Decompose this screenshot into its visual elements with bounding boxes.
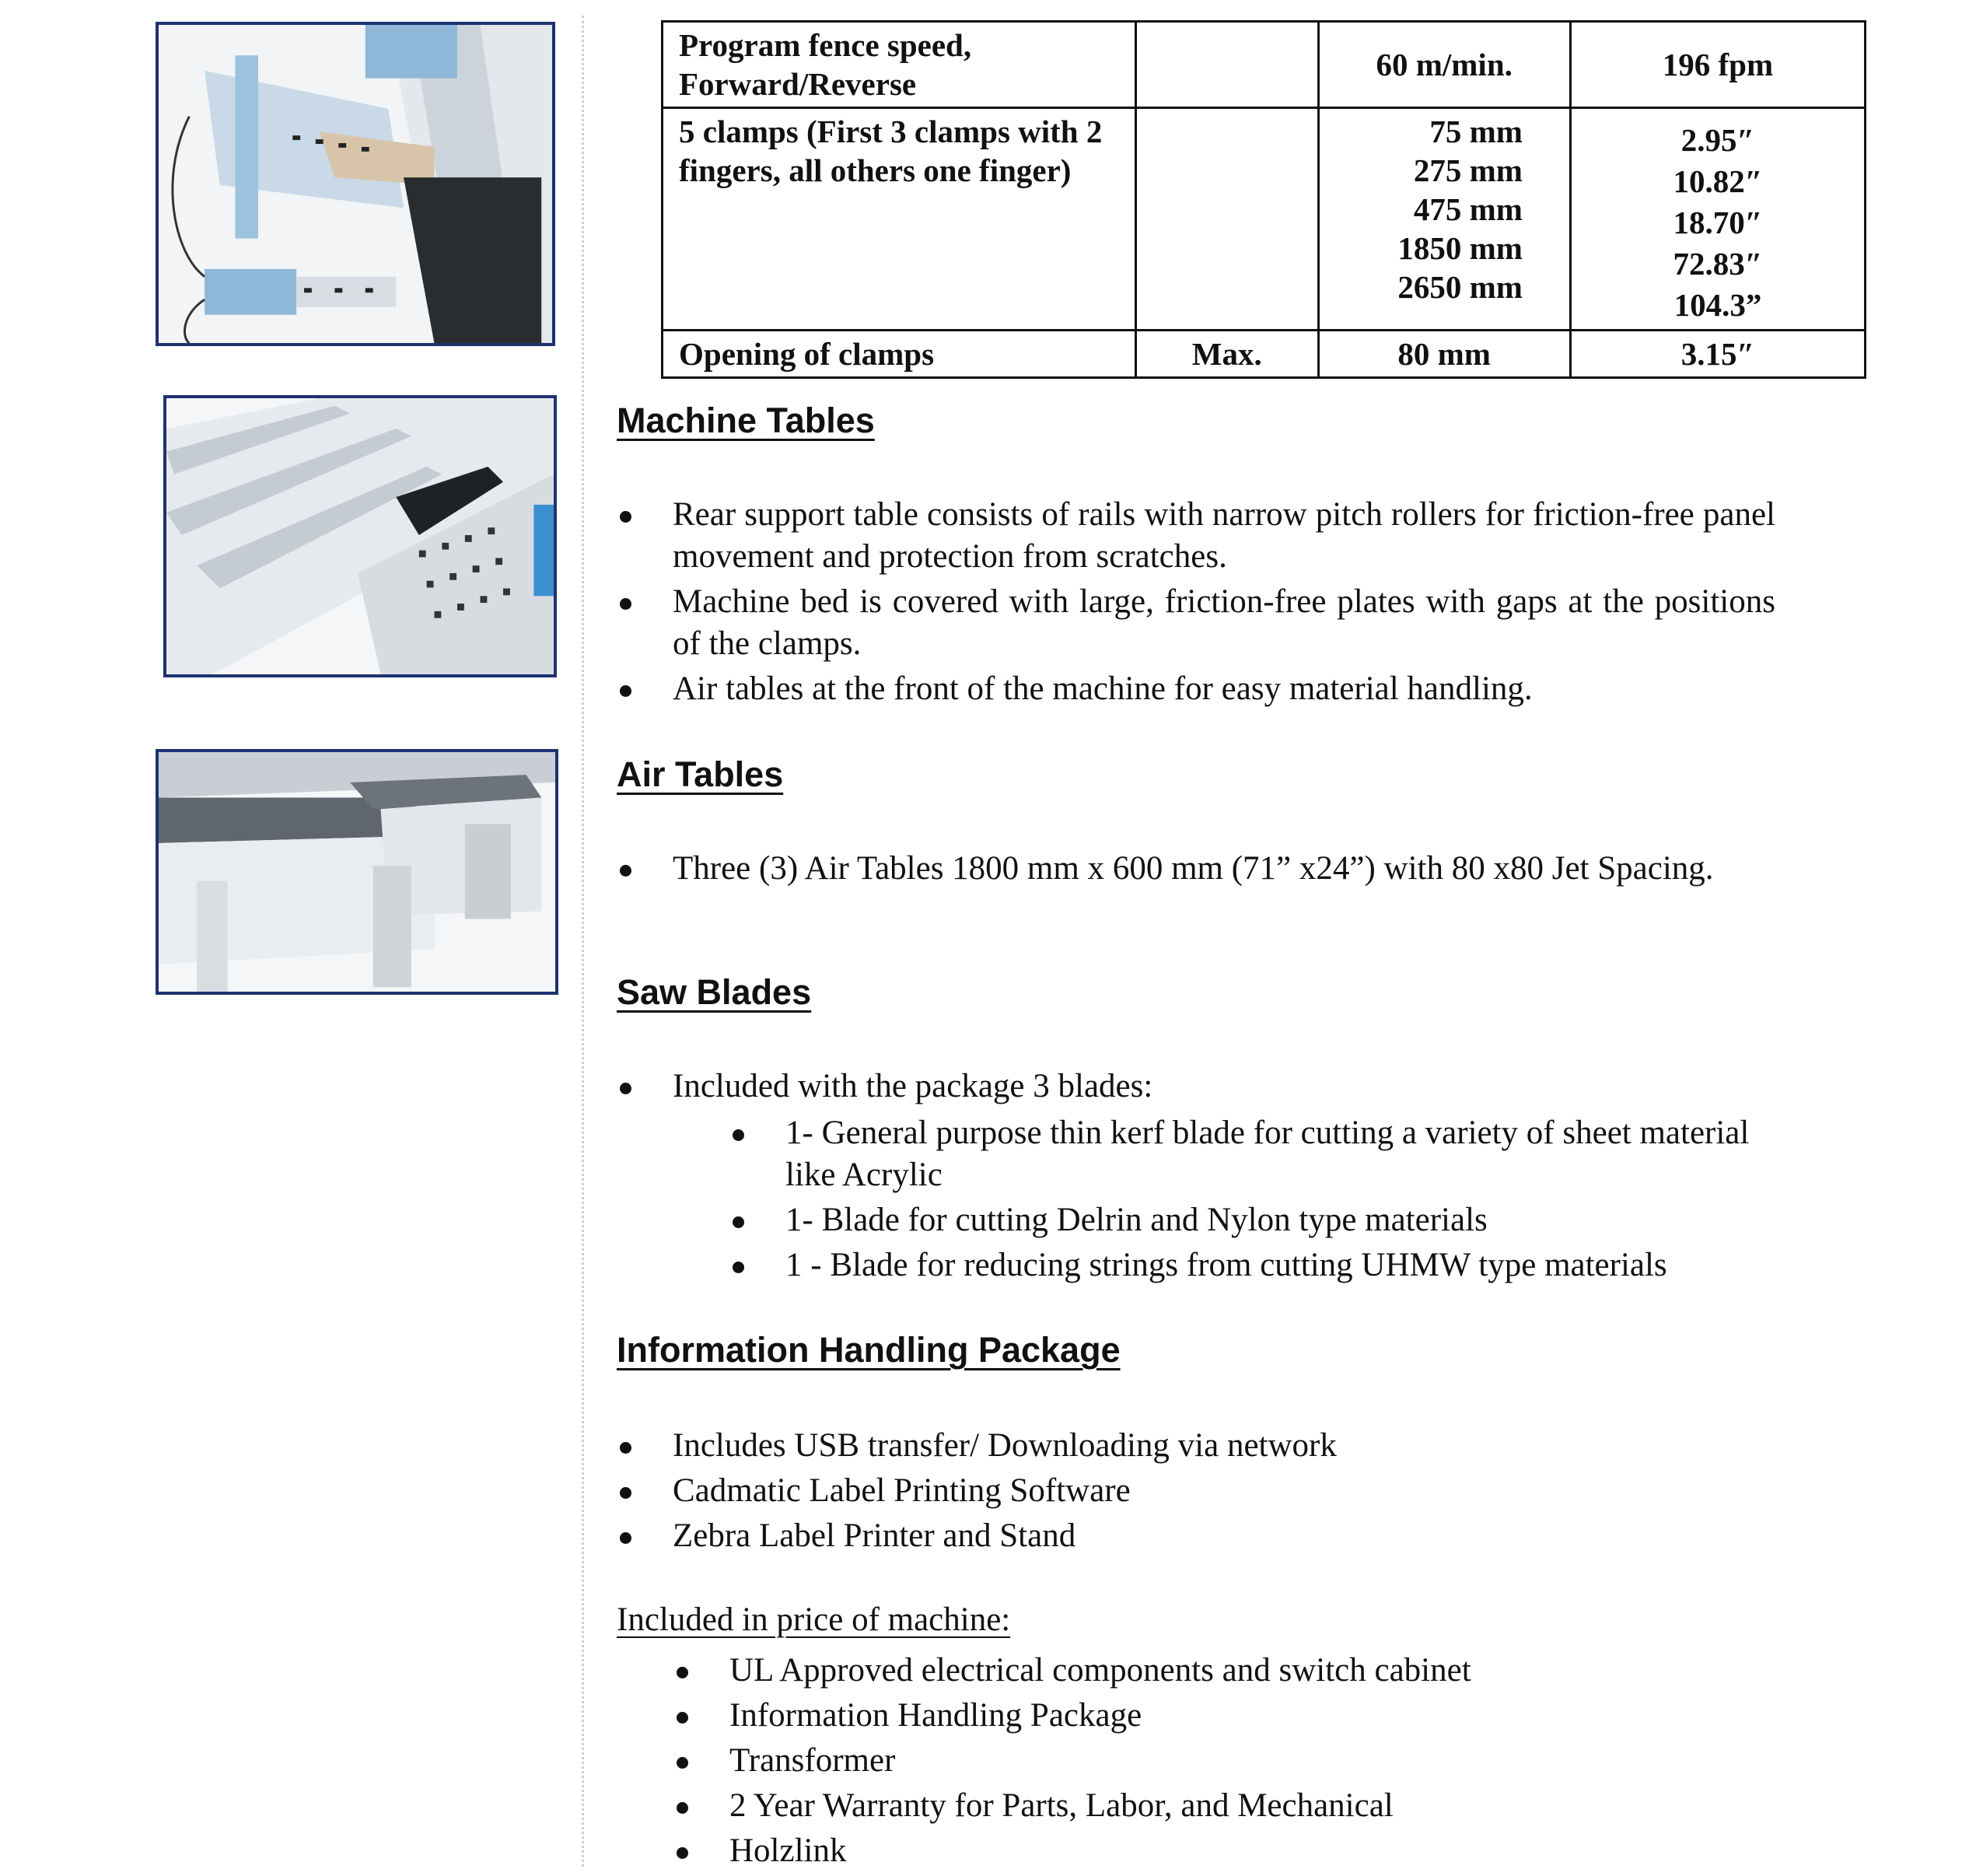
spec-metric: 275 mm [1413, 152, 1523, 188]
spec-imperial-list [1570, 108, 1865, 331]
column-divider [582, 16, 584, 1867]
machine-tables-list [617, 494, 1775, 713]
list-item: Machine bed is covered with large, friction-free plates with gaps at the positions of the clamps. [617, 581, 1775, 665]
table-row [663, 22, 1866, 108]
spec-metric: 80 mm [1318, 331, 1570, 378]
info-handling-list [617, 1425, 1783, 1560]
list-item: Air tables at the front of the machine for easy material handling. [617, 668, 1775, 710]
spec-imperial: 18.70″ [1673, 205, 1763, 240]
air-tables-photo [156, 749, 558, 995]
saw-blades-sublist [729, 1112, 1787, 1290]
list-item: Holzlink [673, 1830, 1840, 1872]
machine-tables-heading: Machine Tables [617, 401, 875, 440]
saw-blades-list [617, 1066, 1783, 1111]
spec-table [661, 20, 1866, 379]
saw-blades-heading: Saw Blades [617, 972, 812, 1012]
spec-imperial: 3.15″ [1570, 331, 1865, 378]
table-row [663, 331, 1866, 378]
list-item: 1 - Blade for reducing strings from cutting UHMW type materials [729, 1244, 1787, 1286]
list-item: 2 Year Warranty for Parts, Labor, and Mechanical [673, 1785, 1840, 1827]
spec-metric: 60 m/min. [1318, 22, 1570, 108]
spec-metric: 475 mm [1413, 191, 1523, 227]
table-row [663, 108, 1866, 331]
list-item: Zebra Label Printer and Stand [617, 1515, 1783, 1557]
list-item: Three (3) Air Tables 1800 mm x 600 mm (71” x24”) with 80 x80 Jet Spacing. [617, 848, 1744, 890]
list-item: 1- General purpose thin kerf blade for cutting a variety of sheet material like Acrylic [729, 1112, 1787, 1196]
spec-metric-list [1318, 108, 1570, 331]
spec-imperial: 104.3” [1673, 287, 1762, 323]
spec-metric: 1850 mm [1397, 230, 1523, 266]
spec-label: Opening of clamps [663, 331, 1136, 378]
air-tables-list [617, 848, 1744, 893]
spec-qualifier: Max. [1135, 331, 1318, 378]
spec-metric: 2650 mm [1397, 269, 1523, 305]
spec-qualifier [1135, 108, 1318, 331]
list-item: Cadmatic Label Printing Software [617, 1470, 1783, 1512]
spec-imperial: 10.82″ [1673, 163, 1763, 199]
spec-label: Program fence speed, Forward/Reverse [663, 22, 1136, 108]
spec-metric: 75 mm [1429, 114, 1523, 149]
spec-imperial: 196 fpm [1570, 22, 1865, 108]
list-item: 1- Blade for cutting Delrin and Nylon type materials [729, 1199, 1787, 1241]
air-tables-heading: Air Tables [617, 754, 784, 794]
spec-label: 5 clamps (First 3 clamps with 2 fingers, all others one finger) [663, 108, 1136, 331]
spec-imperial: 72.83″ [1673, 246, 1763, 282]
info-handling-heading: Information Handling Package [617, 1330, 1121, 1370]
clamps-photo [156, 22, 555, 346]
spec-qualifier [1135, 22, 1318, 108]
list-item: Rear support table consists of rails with narrow pitch rollers for friction-free panel movement and protection from scratches. [617, 494, 1775, 578]
list-item: Includes USB transfer/ Downloading via network [617, 1425, 1783, 1467]
included-list [673, 1650, 1840, 1875]
list-item: Information Handling Package [673, 1695, 1840, 1737]
spec-imperial: 2.95″ [1680, 122, 1755, 158]
list-item: UL Approved electrical components and switch cabinet [673, 1650, 1840, 1692]
list-item: Included with the package 3 blades: [617, 1066, 1783, 1108]
list-item: Transformer [673, 1740, 1840, 1782]
machine-tables-photo [163, 395, 557, 677]
included-heading: Included in price of machine: [617, 1601, 1011, 1638]
